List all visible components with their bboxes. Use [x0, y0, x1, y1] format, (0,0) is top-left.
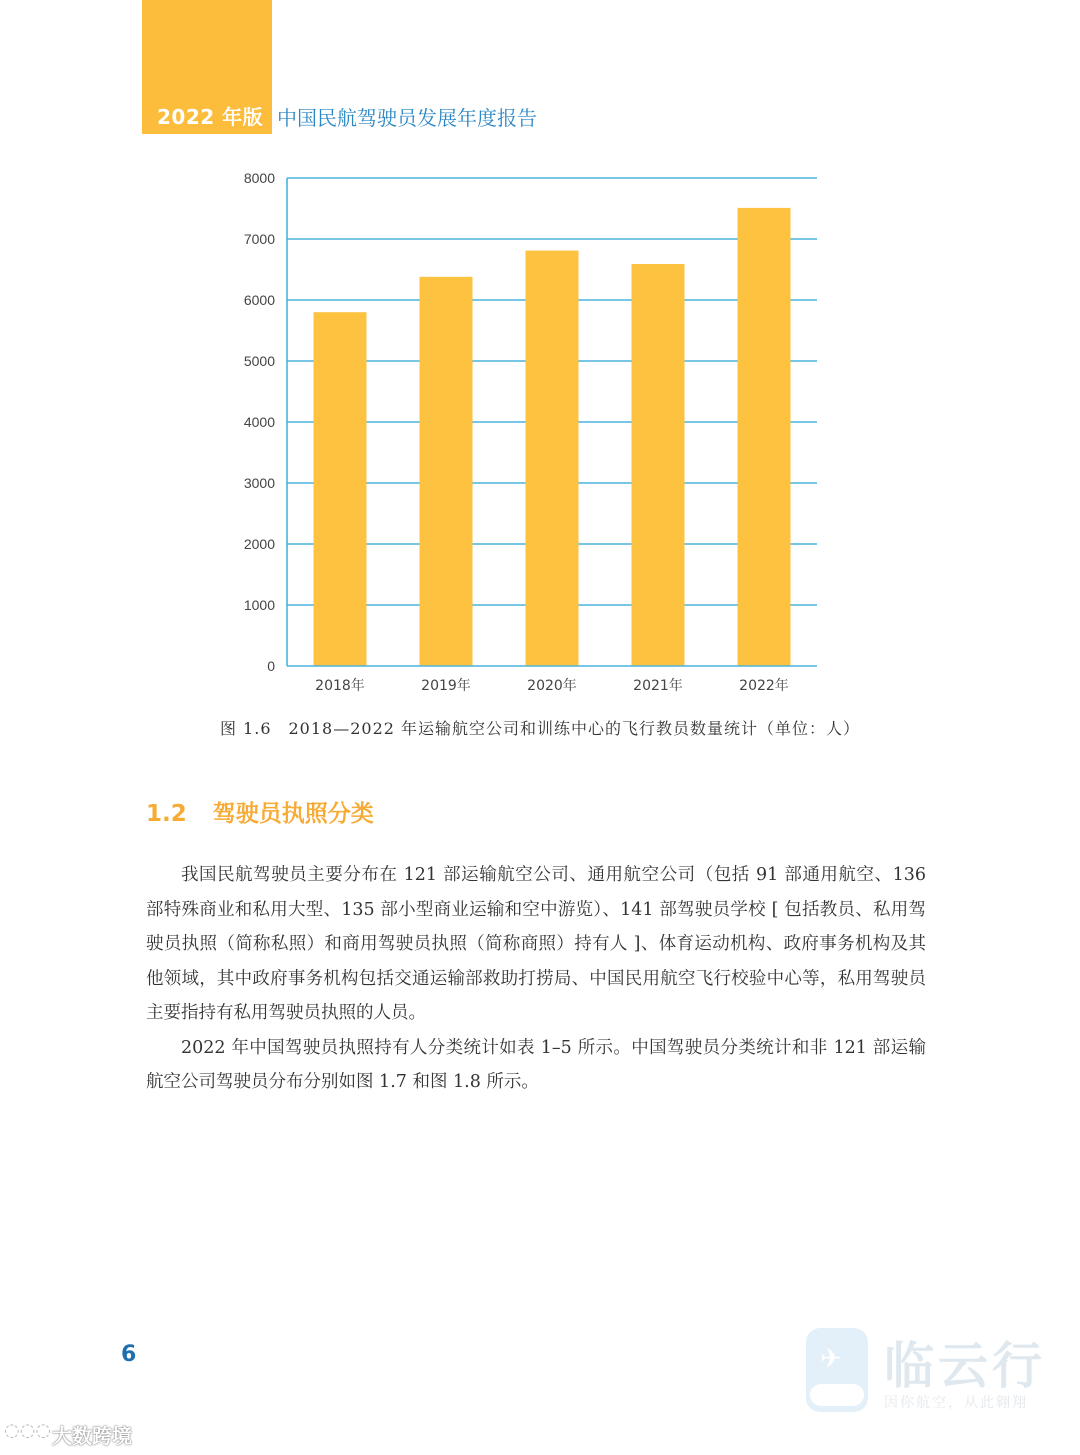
watermark-icon: ◌◌◌ — [4, 1420, 52, 1441]
figure-caption: 图 1.6 2018—2022 年运输航空公司和训练中心的飞行教员数量统计（单位：人） — [219, 719, 861, 738]
bar — [420, 277, 473, 666]
y-tick-label: 6000 — [243, 292, 275, 308]
section-title: 驾驶员执照分类 — [212, 801, 374, 827]
x-tick-label: 2019年 — [421, 678, 471, 694]
paragraph: 2022 年中国驾驶员执照持有人分类统计如表 1–5 所示。中国驾驶员分类统计和非 121 部运输航空公司驾驶员分布分别如图 1.7 和图 1.8 所示。 — [146, 1037, 926, 1092]
chart-bars — [314, 208, 791, 666]
x-tick-label: 2021年 — [633, 678, 683, 694]
y-tick-label: 8000 — [243, 170, 275, 186]
report-title: 中国民航驾驶员发展年度报告 — [277, 106, 537, 130]
y-tick-label: 3000 — [243, 475, 275, 491]
y-tick-label: 0 — [267, 658, 275, 674]
bar — [314, 312, 367, 666]
airplane-icon: ✈ — [820, 1344, 842, 1374]
report-edition: 2022 年版 — [157, 105, 264, 129]
bar — [526, 251, 579, 666]
y-tick-label: 2000 — [243, 536, 275, 552]
bar — [632, 264, 685, 666]
x-tick-label: 2022年 — [739, 678, 789, 694]
logo-wordmark: 临云行 — [884, 1337, 1046, 1395]
paragraph: 我国民航驾驶员主要分布在 121 部运输航空公司、通用航空公司（包括 91 部通用航空、136 部特殊商业和私用大型、135 部小型商业运输和空中游览）、141 部驾驶员学校 [ 包括教员、私用驾驶员执照（简称私照）和商用驾驶员执照（简称商照）持有人 ]、体育运动机构、政府事务机构及其他领域，其中政府事务机构包括交通运输部救助打捞局、中国民用航空飞行校验中心等，私用驾驶员主要指持有私用驾驶员执照的人员。 — [146, 865, 926, 1023]
cloud-icon — [810, 1384, 864, 1406]
chart-x-tick-labels — [315, 677, 789, 694]
y-tick-label: 1000 — [243, 597, 275, 613]
page-number: 6 — [121, 1342, 137, 1367]
y-tick-label: 4000 — [243, 414, 275, 430]
bar — [738, 208, 791, 666]
x-tick-label: 2020年 — [527, 678, 577, 694]
y-tick-label: 5000 — [243, 353, 275, 369]
section-number: 1.2 — [146, 801, 187, 827]
airplane-cloud-logo-icon — [806, 1328, 868, 1412]
watermark-text: 大数跨境 — [52, 1424, 132, 1448]
logo-slogan: 因你航空，从此翱翔 — [884, 1395, 1028, 1411]
bar-chart — [0, 0, 1080, 710]
x-tick-label: 2018年 — [315, 678, 365, 694]
chart-y-tick-labels — [244, 170, 275, 674]
section-heading — [146, 795, 374, 828]
body-text — [146, 858, 926, 1100]
y-tick-label: 7000 — [243, 231, 275, 247]
